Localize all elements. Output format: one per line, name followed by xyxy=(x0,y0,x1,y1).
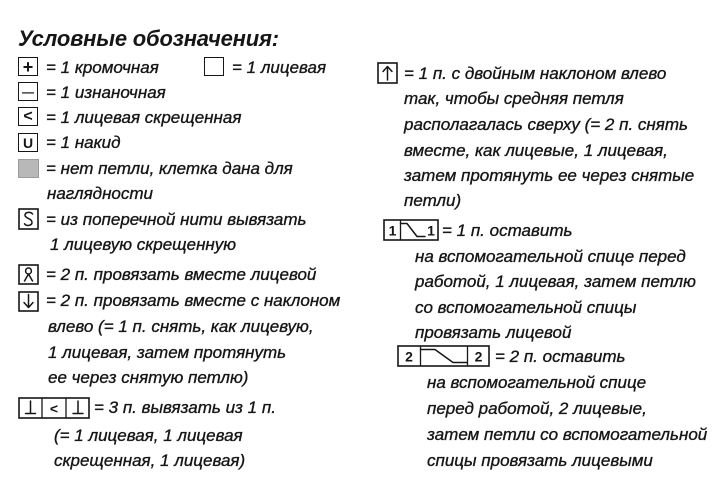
cable-2-2-label-line-3: перед работой, 2 лицевые, xyxy=(427,399,647,418)
make-one-label-line-1: = из поперечной нити вывязать xyxy=(46,210,307,229)
k2tog-label: = 2 п. провязать вместе лицевой xyxy=(46,265,317,284)
down-arrow-cell-icon xyxy=(18,291,39,312)
double-decrease-label-line-1: = 1 п. с двойным наклоном влево xyxy=(404,64,667,83)
double-decrease-label-line-5: затем протянуть ее через снятые xyxy=(404,166,695,185)
cable-1-1-label-line-4: со вспомогательной спицы xyxy=(415,298,637,317)
purl-label: = 1 изнаночная xyxy=(46,83,166,102)
knit-twisted-glyph: < xyxy=(23,107,33,125)
k2tog-left-label-line-3: 1 лицевая, затем протянуть xyxy=(48,343,287,362)
cable-2-2-label-line-2: на вспомогательной спице xyxy=(427,373,647,392)
k2tog-left-label-line-4: ее через снятую петлю) xyxy=(48,368,249,387)
cable-2-2-icon xyxy=(397,345,490,367)
cable-2-2-label-line-5: спицы провязать лицевыми xyxy=(427,451,653,470)
empty-cell-icon xyxy=(204,57,224,76)
gray-cell-icon xyxy=(18,159,39,178)
purl-glyph: — xyxy=(22,84,34,99)
cable-1-1-icon xyxy=(383,219,439,241)
cable-2-2-left-glyph: 2 xyxy=(405,348,413,365)
cable-1-1-label-line-1: = 1 п. оставить xyxy=(442,221,573,240)
loop-decrease-cell-icon xyxy=(18,264,39,285)
plus-cell-icon xyxy=(18,57,38,76)
three-from-one-icon xyxy=(18,397,90,419)
cable-2-2-right-glyph: 2 xyxy=(474,348,483,365)
three-from-one-label-line-2: (= 1 лицевая, 1 лицевая xyxy=(54,426,243,445)
cable-2-2-label-line-1: = 2 п. оставить xyxy=(495,347,626,366)
double-decrease-label-line-3: располагалась сверху (= 2 п. снять xyxy=(404,115,688,134)
u-cell-icon xyxy=(18,133,38,152)
yarn-over-label: = 1 накид xyxy=(46,133,121,152)
yarn-over-glyph: U xyxy=(22,134,34,151)
cable-1-1-left-glyph: 1 xyxy=(388,222,397,239)
selvage-label: = 1 кромочная xyxy=(46,58,159,77)
double-decrease-label-line-4: вместе, как лицевые, 1 лицевая, xyxy=(404,141,668,160)
less-than-cell-icon xyxy=(18,107,38,126)
cable-1-1-label-line-5: провязать лицевой xyxy=(415,323,572,342)
up-arrow-cell-icon xyxy=(377,62,398,84)
double-decrease-label-line-2: так, чтобы средняя петля xyxy=(404,89,624,108)
three-from-one-glyph: < xyxy=(49,400,59,417)
knit-twisted-label: = 1 лицевая скрещенная xyxy=(46,108,242,127)
no-stitch-label-line-1: = нет петли, клетка дана для xyxy=(46,159,293,178)
cable-2-2-label-line-4: затем петли со вспомогательной xyxy=(427,425,708,444)
three-from-one-label-line-3: скрещенная, 1 лицевая) xyxy=(54,451,246,470)
knit-label: = 1 лицевая xyxy=(232,58,327,77)
cable-1-1-right-glyph: 1 xyxy=(427,222,435,239)
double-decrease-label-line-6: петли) xyxy=(404,191,462,210)
k2tog-left-label-line-1: = 2 п. провязать вместе с наклоном xyxy=(46,291,341,310)
three-from-one-label-line-1: = 3 п. вывязать из 1 п. xyxy=(94,398,276,417)
s-loop-cell-icon xyxy=(18,208,39,230)
selvage-glyph: + xyxy=(22,56,34,77)
cable-1-1-label-line-2: на вспомогательной спице перед xyxy=(415,247,686,266)
make-one-label-line-2: 1 лицевую скрещенную xyxy=(50,235,237,254)
k2tog-left-label-line-2: влево (= 1 п. снять, как лицевую, xyxy=(48,317,314,336)
legend-title: Условные обозначения: xyxy=(18,26,279,51)
dash-cell-icon xyxy=(18,82,38,101)
cable-1-1-label-line-3: работой, 1 лицевая, затем петлю xyxy=(415,272,696,291)
no-stitch-label-line-2: наглядности xyxy=(47,184,153,203)
